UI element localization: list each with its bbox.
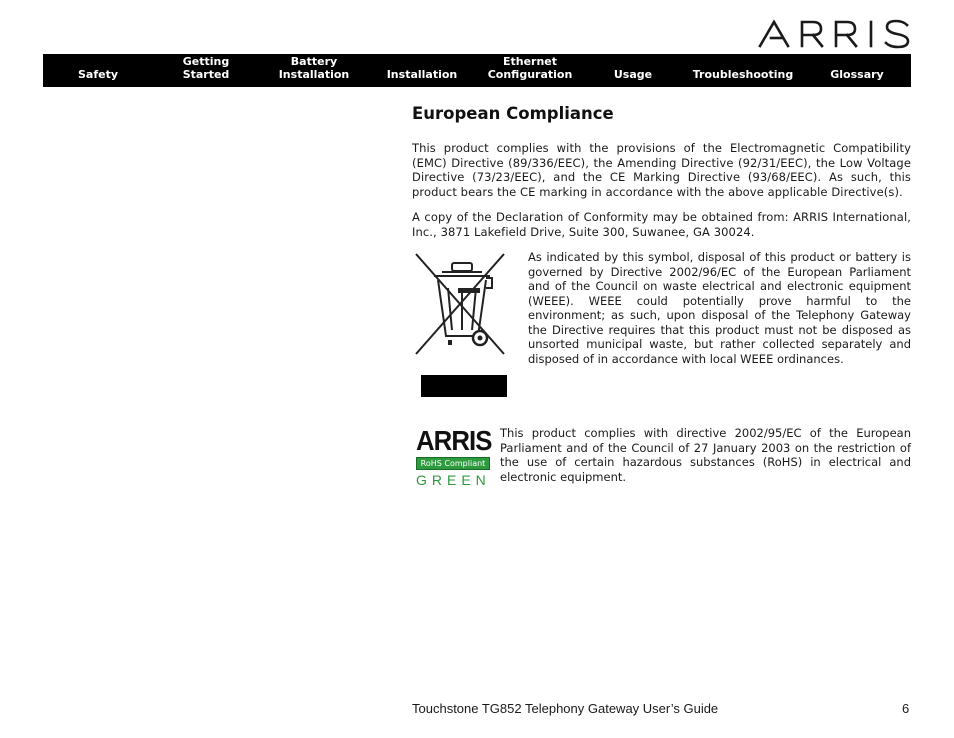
nav-getting-started[interactable]: Getting Started [182, 55, 230, 81]
rohs-logo-brand: ARRIS [416, 425, 492, 456]
nav-installation[interactable]: Installation [386, 68, 458, 81]
weee-section [412, 250, 911, 420]
arris-logo [758, 16, 914, 50]
nav-safety[interactable]: Safety [77, 68, 119, 81]
nav-troubleshooting[interactable]: Troubleshooting [692, 68, 794, 81]
page-title: European Compliance [412, 104, 614, 123]
main-content [412, 104, 911, 496]
crossed-out-bin-icon [412, 250, 508, 398]
rohs-green-label: GREEN [416, 472, 491, 488]
nav-glossary[interactable]: Glossary [830, 68, 884, 81]
rohs-compliant-badge: RoHS Compliant [416, 457, 490, 470]
nav-battery-installation[interactable]: Battery Installation [278, 55, 350, 81]
rohs-paragraph: This product complies with directive 2002/95/EC of the European Parliament and of the Council of 27 January 2003 on the restriction of the use of certain hazardous substances (RoHS) in electrical and electronic equipment. [500, 426, 911, 484]
emc-paragraph: This product complies with the provisions of the Electromagnetic Compatibility (EMC) Directive (89/336/EEC), the Amending Directive (92/31/EEC), the Low Voltage Directive (73/23/EEC), and the CE Marking Directive (93/68/EEC). As such, this product bears the CE marking in accordance with the above applicable Directive(s). [412, 141, 911, 199]
footer-document-title: Touchstone TG852 Telephony Gateway User’s Guide [412, 701, 719, 716]
arris-rohs-green-logo [416, 425, 492, 488]
weee-paragraph: As indicated by this symbol, disposal of this product or battery is governed by Directive 2002/96/EC of the European Parliament and of the Council on waste electrical and electronic equipment (WEEE). WEEE could potentially prove harmful to the environment; as such, upon disposal of the Telephony Gateway the Directive requires that this product must not be disposed as unsorted municipal waste, but rather collected separately and disposed of in accordance with local WEEE ordinances. [528, 250, 911, 366]
top-navigation [43, 54, 911, 87]
nav-ethernet-configuration[interactable]: Ethernet Configuration [487, 55, 573, 81]
footer-page-number: 6 [902, 701, 910, 716]
declaration-paragraph: A copy of the Declaration of Conformity may be obtained from: ARRIS International, Inc., 3871 Lakefield Drive, Suite 300, Suwanee, GA 30024. [412, 210, 911, 239]
rohs-section [412, 426, 911, 496]
nav-usage[interactable]: Usage [613, 68, 653, 81]
